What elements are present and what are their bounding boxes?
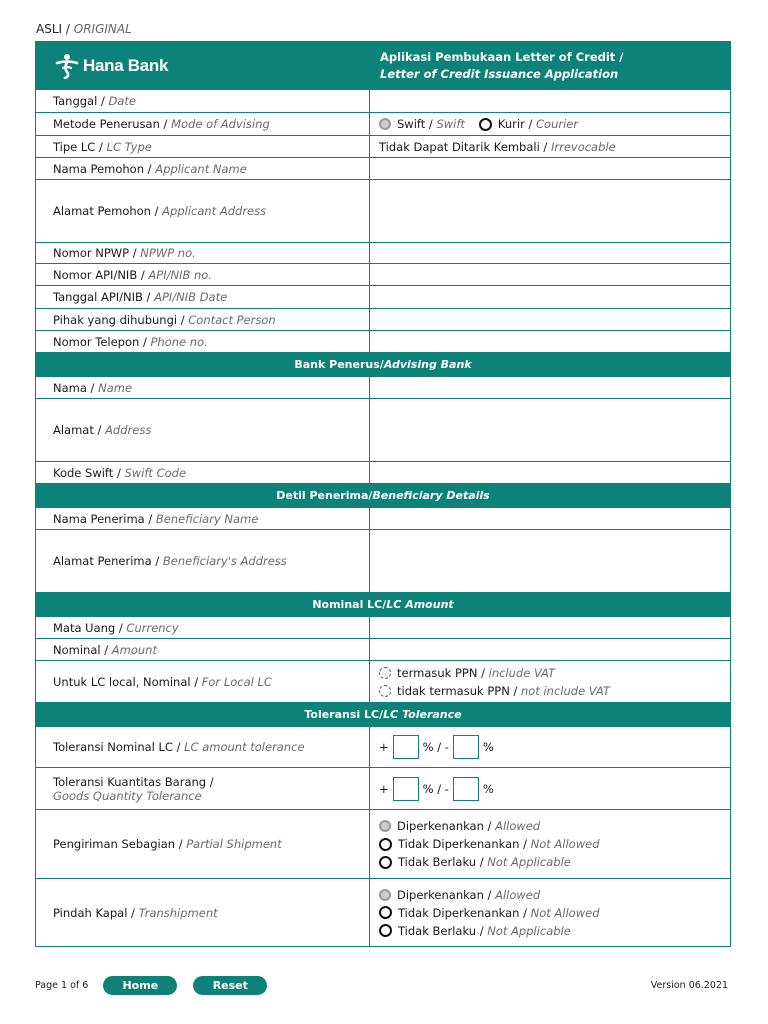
amount-tolerance-minus-input[interactable] [453, 735, 479, 759]
row-quantity-tolerance: Toleransi Kuantitas Barang / Goods Quantity Tolerance + % / - % [36, 767, 730, 809]
logo-text: Hana Bank [83, 56, 169, 75]
advising-option-swift[interactable]: Swift / Swift [379, 115, 465, 133]
bank-name-field[interactable] [370, 377, 730, 398]
radio-icon[interactable] [379, 685, 391, 697]
lc-application-form [35, 41, 731, 947]
partial-shipment-allowed[interactable]: Diperkenankan / Allowed [379, 817, 540, 835]
transhipment-not-applicable[interactable]: Tidak Berlaku / Not Applicable [379, 922, 571, 940]
amount-tolerance-plus-input[interactable] [393, 735, 419, 759]
row-npwp: Nomor NPWP / NPWP no. [36, 242, 730, 263]
row-bank-name: Nama / Name [36, 376, 730, 398]
transhipment-allowed[interactable]: Diperkenankan / Allowed [379, 886, 540, 904]
section-advising-bank: Bank Penerus / Advising Bank [36, 352, 730, 376]
radio-icon[interactable] [379, 838, 392, 851]
row-applicant-name: Nama Pemohon / Applicant Name [36, 157, 730, 179]
row-date: Tanggal / Date [36, 90, 730, 112]
swift-code-field[interactable] [370, 462, 730, 483]
row-amount-tolerance: Toleransi Nominal LC / LC amount tolerance + % / - % [36, 726, 730, 767]
asli-label: ASLI [36, 22, 63, 36]
applicant-name-field[interactable] [370, 158, 730, 179]
radio-icon[interactable] [379, 856, 392, 869]
row-applicant-address: Alamat Pemohon / Applicant Address [36, 179, 730, 242]
row-api-nib-date: Tanggal API/NIB / API/NIB Date [36, 285, 730, 308]
reset-button[interactable]: Reset [193, 976, 267, 995]
row-api-nib: Nomor API/NIB / API/NIB no. [36, 263, 730, 285]
row-beneficiary-name: Nama Penerima / Beneficiary Name [36, 507, 730, 529]
footer [35, 975, 731, 995]
transhipment-not-allowed[interactable]: Tidak Diperkenankan / Not Allowed [379, 904, 600, 922]
row-transhipment: Pindah Kapal / Transhipment Diperkenankan / Allowed Tidak Diperkenankan / Not Allowed Tidak Berlaku / Not Applicable [36, 878, 730, 946]
form-title-id: Aplikasi Pembukaan Letter of Credit / [380, 50, 624, 64]
advising-option-courier[interactable]: Kurir / Courier [479, 115, 578, 133]
row-local-lc: Untuk LC local, Nominal / For Local LC termasuk PPN / include VAT tidak termasuk PPN / not include VAT [36, 660, 730, 702]
form-header [36, 42, 730, 90]
radio-icon[interactable] [379, 667, 391, 679]
original-label: ORIGINAL [73, 22, 132, 36]
section-lc-tolerance: Toleransi LC / LC Tolerance [36, 702, 730, 726]
phone-field[interactable] [370, 331, 730, 352]
section-lc-amount: Nominal LC / LC Amount [36, 592, 730, 616]
row-phone: Nomor Telepon / Phone no. [36, 330, 730, 352]
radio-icon[interactable] [379, 820, 391, 832]
amount-field[interactable] [370, 639, 730, 660]
form-title-en: Letter of Credit Issuance Application [380, 67, 619, 81]
radio-icon[interactable] [379, 889, 391, 901]
vat-option-include[interactable]: termasuk PPN / include VAT [379, 664, 555, 682]
row-mode-of-advising: Metode Penerusan / Mode of Advising Swift / Swift Kurir / Courier [36, 112, 730, 135]
version-label: Version 06.2021 [650, 979, 728, 991]
radio-icon[interactable] [479, 118, 492, 131]
lc-type-value: Tidak Dapat Ditarik Kembali / Irrevocable [379, 139, 616, 154]
home-button[interactable]: Home [103, 976, 177, 995]
partial-shipment-not-allowed[interactable]: Tidak Diperkenankan / Not Allowed [379, 835, 600, 853]
npwp-field[interactable] [370, 243, 730, 263]
radio-icon[interactable] [379, 906, 392, 919]
row-lc-type: Tipe LC / LC Type Tidak Dapat Ditarik Kembali / Irrevocable [36, 135, 730, 157]
form-title [370, 42, 730, 90]
hana-bank-logo [36, 42, 370, 90]
section-beneficiary: Detil Penerima / Beneficiary Details [36, 483, 730, 507]
row-bank-address: Alamat / Address [36, 398, 730, 461]
partial-shipment-not-applicable[interactable]: Tidak Berlaku / Not Applicable [379, 853, 571, 871]
applicant-address-field[interactable] [370, 180, 730, 242]
date-field[interactable] [370, 90, 730, 112]
beneficiary-address-field[interactable] [370, 530, 730, 592]
row-beneficiary-address: Alamat Penerima / Beneficiary's Address [36, 529, 730, 592]
api-nib-field[interactable] [370, 264, 730, 285]
row-currency: Mata Uang / Currency [36, 616, 730, 638]
page-indicator: Page 1 of 6 [35, 979, 89, 991]
original-marker: ASLI / ORIGINAL [36, 22, 132, 36]
contact-person-field[interactable] [370, 309, 730, 330]
radio-icon[interactable] [379, 924, 392, 937]
beneficiary-name-field[interactable] [370, 508, 730, 529]
row-amount: Nominal / Amount [36, 638, 730, 660]
vat-option-exclude[interactable]: tidak termasuk PPN / not include VAT [379, 682, 610, 700]
quantity-tolerance-minus-input[interactable] [453, 777, 479, 801]
row-partial-shipment: Pengiriman Sebagian / Partial Shipment Diperkenankan / Allowed Tidak Diperkenankan / Not Allowed Tidak Berlaku / Not Applicable [36, 809, 730, 878]
row-contact-person: Pihak yang dihubungi / Contact Person [36, 308, 730, 330]
quantity-tolerance-plus-input[interactable] [393, 777, 419, 801]
hana-bank-logo-icon [54, 53, 80, 79]
bank-address-field[interactable] [370, 399, 730, 461]
row-swift-code: Kode Swift / Swift Code [36, 461, 730, 483]
api-nib-date-field[interactable] [370, 286, 730, 308]
radio-icon[interactable] [379, 118, 391, 130]
currency-field[interactable] [370, 617, 730, 638]
